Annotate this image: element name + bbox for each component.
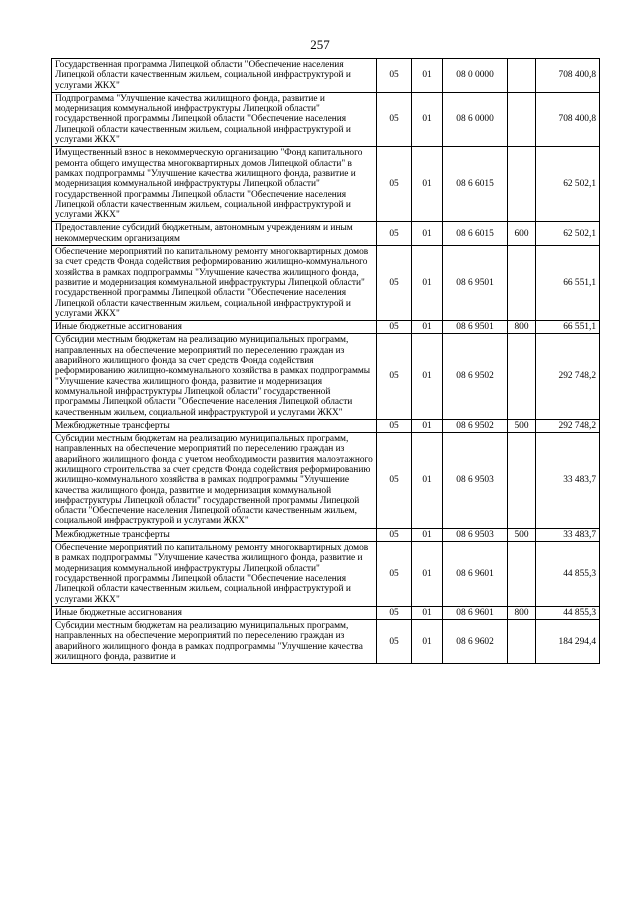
section-code: 05 [377,334,412,419]
target-article-code: 08 6 9503 [443,528,508,541]
section-code: 05 [377,620,412,664]
target-article-code: 08 6 9502 [443,334,508,419]
section-code: 05 [377,433,412,529]
expense-type-code [508,620,536,664]
item-name: Обеспечение мероприятий по капитальному ремонту многоквартирных домов в рамках подпрограммы "Улучшение качества жилищного фонда, развитие и модернизация коммунальной инфраструктуры Липецкой области" государственной программы Липецкой области "Обеспечение населения Липецкой области качественным жильем, социальной инфраструктурой и услугами ЖКХ" [52,542,377,607]
section-code: 05 [377,321,412,334]
target-article-code: 08 6 9501 [443,321,508,334]
subsection-code: 01 [412,419,443,432]
amount: 33 483,7 [536,433,600,529]
target-article-code: 08 6 6015 [443,222,508,246]
amount: 292 748,2 [536,334,600,419]
item-name: Имущественный взнос в некоммерческую организацию "Фонд капитального ремонта общего имущества многоквартирных домов Липецкой области" в рамках подпрограммы "Улучшение качества жилищного фонда, развитие и модернизация коммунальной инфраструктуры Липецкой области" государственной программы Липецкой области "Обеспечение населения Липецкой области качественным жильем, социальной инфраструктурой и услугами ЖКХ" [52,147,377,222]
target-article-code: 08 6 9602 [443,620,508,664]
table-row [52,419,600,432]
amount: 708 400,8 [536,92,600,146]
table-row [52,334,600,419]
budget-table [51,58,600,664]
target-article-code: 08 6 9601 [443,606,508,619]
subsection-code: 01 [412,528,443,541]
subsection-code: 01 [412,334,443,419]
expense-type-code: 500 [508,419,536,432]
target-article-code: 08 6 6015 [443,147,508,222]
section-code: 05 [377,222,412,246]
table-row [52,246,600,321]
subsection-code: 01 [412,147,443,222]
subsection-code: 01 [412,606,443,619]
table-row [52,433,600,529]
expense-type-code [508,147,536,222]
item-name: Обеспечение мероприятий по капитальному ремонту многоквартирных домов за счет средств Фонда содействия реформированию жилищно-коммунального хозяйства в рамках подпрограммы "Улучшение качества жилищного фонда, развитие и модернизация коммунальной инфраструктуры Липецкой области" государственной программы Липецкой области "Обеспечение населения Липецкой области качественным жильем, социальной инфраструктурой и услугами ЖКХ" [52,246,377,321]
subsection-code: 01 [412,542,443,607]
expense-type-code [508,334,536,419]
amount: 184 294,4 [536,620,600,664]
table-row [52,59,600,93]
expense-type-code [508,433,536,529]
table-row [52,222,600,246]
target-article-code: 08 6 9502 [443,419,508,432]
table-row [52,92,600,146]
amount: 708 400,8 [536,59,600,93]
item-name: Межбюджетные трансферты [52,528,377,541]
section-code: 05 [377,606,412,619]
amount: 62 502,1 [536,147,600,222]
expense-type-code [508,59,536,93]
expense-type-code: 800 [508,321,536,334]
expense-type-code: 600 [508,222,536,246]
expense-type-code [508,542,536,607]
item-name: Государственная программа Липецкой области "Обеспечение населения Липецкой области качественным жильем, социальной инфраструктурой и услугами ЖКХ" [52,59,377,93]
item-name: Подпрограмма "Улучшение качества жилищного фонда, развитие и модернизация коммунальной инфраструктуры Липецкой области" государственной программы Липецкой области "Обеспечение населения Липецкой области качественным жильем, социальной инфраструктурой и услугами ЖКХ" [52,92,377,146]
target-article-code: 08 6 9501 [443,246,508,321]
page-number: 257 [310,37,330,52]
subsection-code: 01 [412,59,443,93]
table-row [52,606,600,619]
target-article-code: 08 6 0000 [443,92,508,146]
section-code: 05 [377,59,412,93]
amount: 292 748,2 [536,419,600,432]
section-code: 05 [377,419,412,432]
item-name: Иные бюджетные ассигнования [52,321,377,334]
amount: 44 855,3 [536,542,600,607]
item-name: Субсидии местным бюджетам на реализацию муниципальных программ, направленных на обеспечение мероприятий по переселению граждан из аварийного жилищного фонда с учетом необходимости развития малоэтажного жилищного строительства за счет средств Фонда содействия реформированию жилищно-коммунального хозяйства в рамках подпрограммы "Улучшение качества жилищного фонда, развитие и модернизация коммунальной инфраструктуры Липецкой области" государственной программы Липецкой области "Обеспечение населения Липецкой области качественным жильем, социальной инфраструктурой и услугами ЖКХ" [52,433,377,529]
expense-type-code: 500 [508,528,536,541]
item-name: Субсидии местным бюджетам на реализацию муниципальных программ, направленных на обеспечение мероприятий по переселению граждан из аварийного жилищного фонда в рамках подпрограммы "Улучшение качества жилищного фонда, развитие и [52,620,377,664]
amount: 62 502,1 [536,222,600,246]
item-name: Предоставление субсидий бюджетным, автономным учреждениям и иным некоммерческим организациям [52,222,377,246]
amount: 44 855,3 [536,606,600,619]
target-article-code: 08 6 9503 [443,433,508,529]
item-name: Межбюджетные трансферты [52,419,377,432]
section-code: 05 [377,147,412,222]
section-code: 05 [377,246,412,321]
subsection-code: 01 [412,246,443,321]
expense-type-code: 800 [508,606,536,619]
amount: 66 551,1 [536,246,600,321]
item-name: Субсидии местным бюджетам на реализацию муниципальных программ, направленных на обеспечение мероприятий по переселению граждан из аварийного жилищного фонда за счет средств Фонда содействия реформированию жилищно-коммунального хозяйства в рамках подпрограммы "Улучшение качества жилищного фонда, развитие и модернизация коммунальной инфраструктуры Липецкой области" государственной программы Липецкой области "Обеспечение населения Липецкой области качественным жильем, социальной инфраструктурой и услугами ЖКХ" [52,334,377,419]
target-article-code: 08 0 0000 [443,59,508,93]
expense-type-code [508,246,536,321]
amount: 66 551,1 [536,321,600,334]
target-article-code: 08 6 9601 [443,542,508,607]
subsection-code: 01 [412,620,443,664]
subsection-code: 01 [412,433,443,529]
table-row [52,147,600,222]
subsection-code: 01 [412,321,443,334]
table-body [52,59,600,664]
subsection-code: 01 [412,222,443,246]
item-name: Иные бюджетные ассигнования [52,606,377,619]
table-row [52,321,600,334]
table-row [52,620,600,664]
table-row [52,542,600,607]
expense-type-code [508,92,536,146]
subsection-code: 01 [412,92,443,146]
section-code: 05 [377,528,412,541]
section-code: 05 [377,542,412,607]
table-row [52,528,600,541]
section-code: 05 [377,92,412,146]
amount: 33 483,7 [536,528,600,541]
